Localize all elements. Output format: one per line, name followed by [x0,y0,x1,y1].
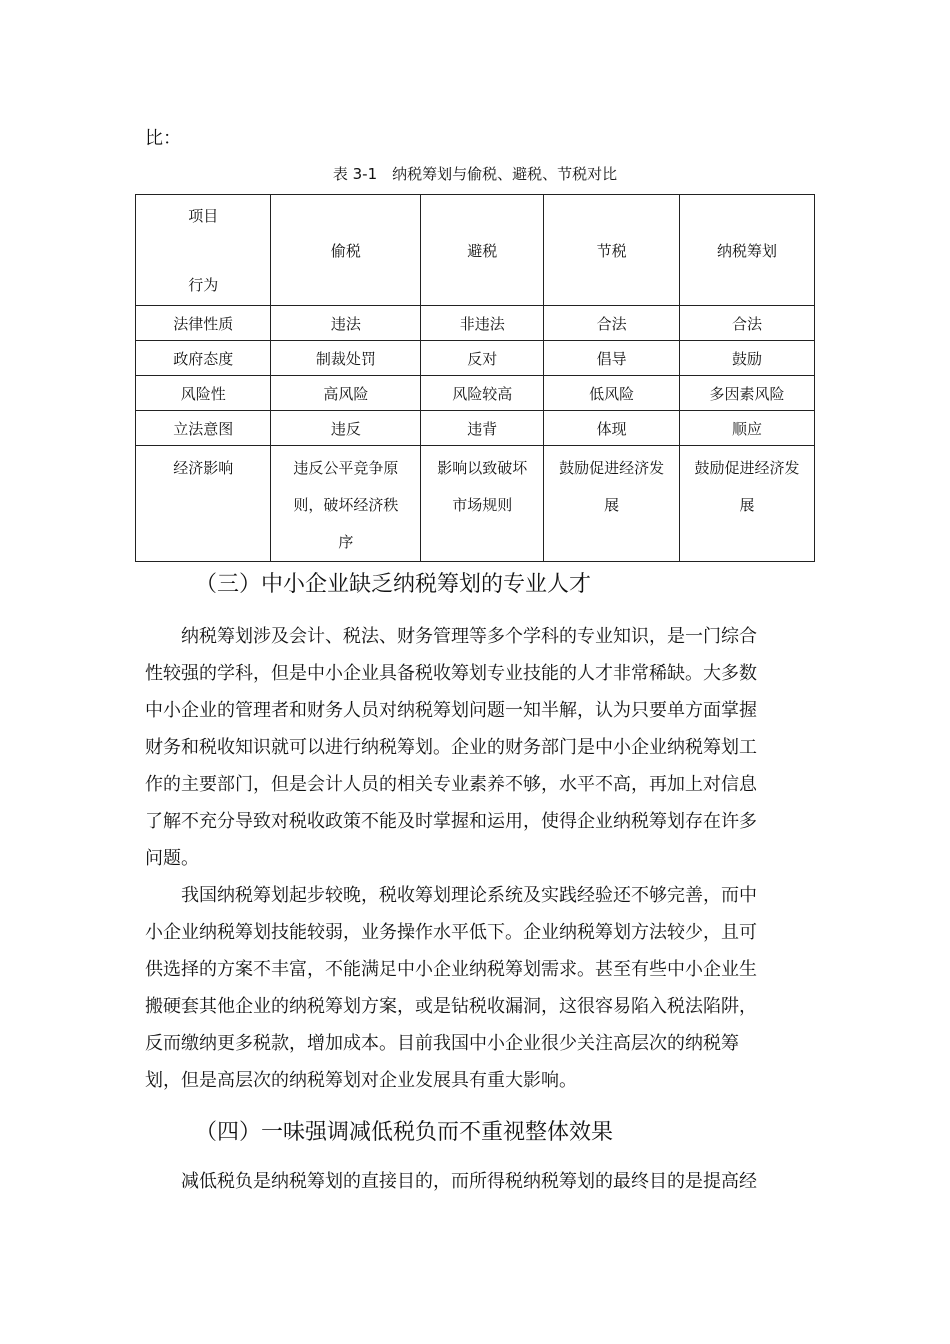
table-header-cell: 节税 [544,195,680,306]
cell-line: 影响以致破坏 [437,459,528,477]
paragraph-line: 中小企业的管理者和财务人员对纳税筹划问题一知半解，认为只要单方面掌握 [145,700,757,721]
table-caption: 表 3-1 纳税筹划与偷税、避税、节税对比 [332,165,618,183]
table-header-cell: 偷税 [271,195,421,306]
paragraph-line: 纳税筹划涉及会计、税法、财务管理等多个学科的专业知识，是一门综合 [181,626,757,647]
table-header-row [136,195,815,306]
table-header-cell: 纳税筹划 [680,195,815,306]
row-label: 立法意图 [136,411,271,446]
paragraph-line: 反而缴纳更多税款，增加成本。目前我国中小企业很少关注高层次的纳税筹 [145,1033,739,1054]
lead-text: 比： [145,128,181,149]
paragraph-2 [145,877,805,1099]
comparison-table [135,194,815,562]
corner-bottom-label: 行为 [188,276,219,294]
table-row [136,306,815,341]
paragraph-line: 小企业纳税筹划技能较弱，业务操作水平低下。企业纳税筹划方法较少，且可 [145,922,757,943]
paragraph-line: 供选择的方案不丰富，不能满足中小企业纳税筹划需求。甚至有些中小企业生 [145,959,757,980]
table-cell: 多因素风险 [680,376,815,411]
table-cell: 反对 [421,341,544,376]
table-cell: 制裁处罚 [271,341,421,376]
paragraph-3 [145,1163,805,1200]
section-heading-3: （三）中小企业缺乏纳税筹划的专业人才 [195,572,592,597]
table-cell: 体现 [544,411,680,446]
table-corner-cell [136,195,271,306]
cell-line: 展 [739,496,755,514]
table-cell: 低风险 [544,376,680,411]
paragraph-line: 我国纳税筹划起步较晚，税收筹划理论系统及实践经验还不够完善，而中 [181,885,757,906]
cell-line: 违反公平竞争原 [293,459,399,477]
table-cell: 违背 [421,411,544,446]
table-cell: 风险较高 [421,376,544,411]
paragraph-line: 划，但是高层次的纳税筹划对企业发展具有重大影响。 [145,1070,577,1091]
paragraph-line: 问题。 [145,848,199,869]
row-label: 风险性 [136,376,271,411]
table-cell [680,446,815,562]
table-cell: 合法 [680,306,815,341]
table-cell: 非违法 [421,306,544,341]
cell-line: 鼓励促进经济发 [559,459,665,477]
table-cell: 顺应 [680,411,815,446]
table-header-cell: 避税 [421,195,544,306]
paragraph-line: 了解不充分导致对税收政策不能及时掌握和运用，使得企业纳税筹划存在许多 [145,811,757,832]
row-label: 政府态度 [136,341,271,376]
cell-line: 市场规则 [452,496,513,514]
table-row [136,446,815,562]
section-heading-4: （四）一味强调减低税负而不重视整体效果 [195,1120,614,1145]
table-cell: 高风险 [271,376,421,411]
table-row [136,376,815,411]
table-row [136,341,815,376]
table-row [136,411,815,446]
paragraph-line: 搬硬套其他企业的纳税筹划方案，或是钻税收漏洞，这很容易陷入税法陷阱， [145,996,757,1017]
row-label: 经济影响 [136,446,271,562]
paragraph-line: 作的主要部门，但是会计人员的相关专业素养不够，水平不高，再加上对信息 [145,774,757,795]
table-cell: 违反 [271,411,421,446]
corner-top-label: 项目 [188,207,219,225]
paragraph-line: 减低税负是纳税筹划的直接目的，而所得税纳税筹划的最终目的是提高经 [181,1171,757,1192]
paragraph-line: 性较强的学科，但是中小企业具备税收筹划专业技能的人才非常稀缺。大多数 [145,663,757,684]
cell-line: 序 [338,533,354,551]
paragraph-1 [145,618,805,877]
row-label: 法律性质 [136,306,271,341]
table-cell: 鼓励 [680,341,815,376]
table-cell: 合法 [544,306,680,341]
table-cell: 倡导 [544,341,680,376]
cell-line: 展 [604,496,620,514]
cell-line: 则，破坏经济秩 [293,496,399,514]
table-cell: 违法 [271,306,421,341]
cell-line: 鼓励促进经济发 [694,459,800,477]
table-cell [544,446,680,562]
table-cell [421,446,544,562]
paragraph-line: 财务和税收知识就可以进行纳税筹划。企业的财务部门是中小企业纳税筹划工 [145,737,757,758]
table-cell [271,446,421,562]
